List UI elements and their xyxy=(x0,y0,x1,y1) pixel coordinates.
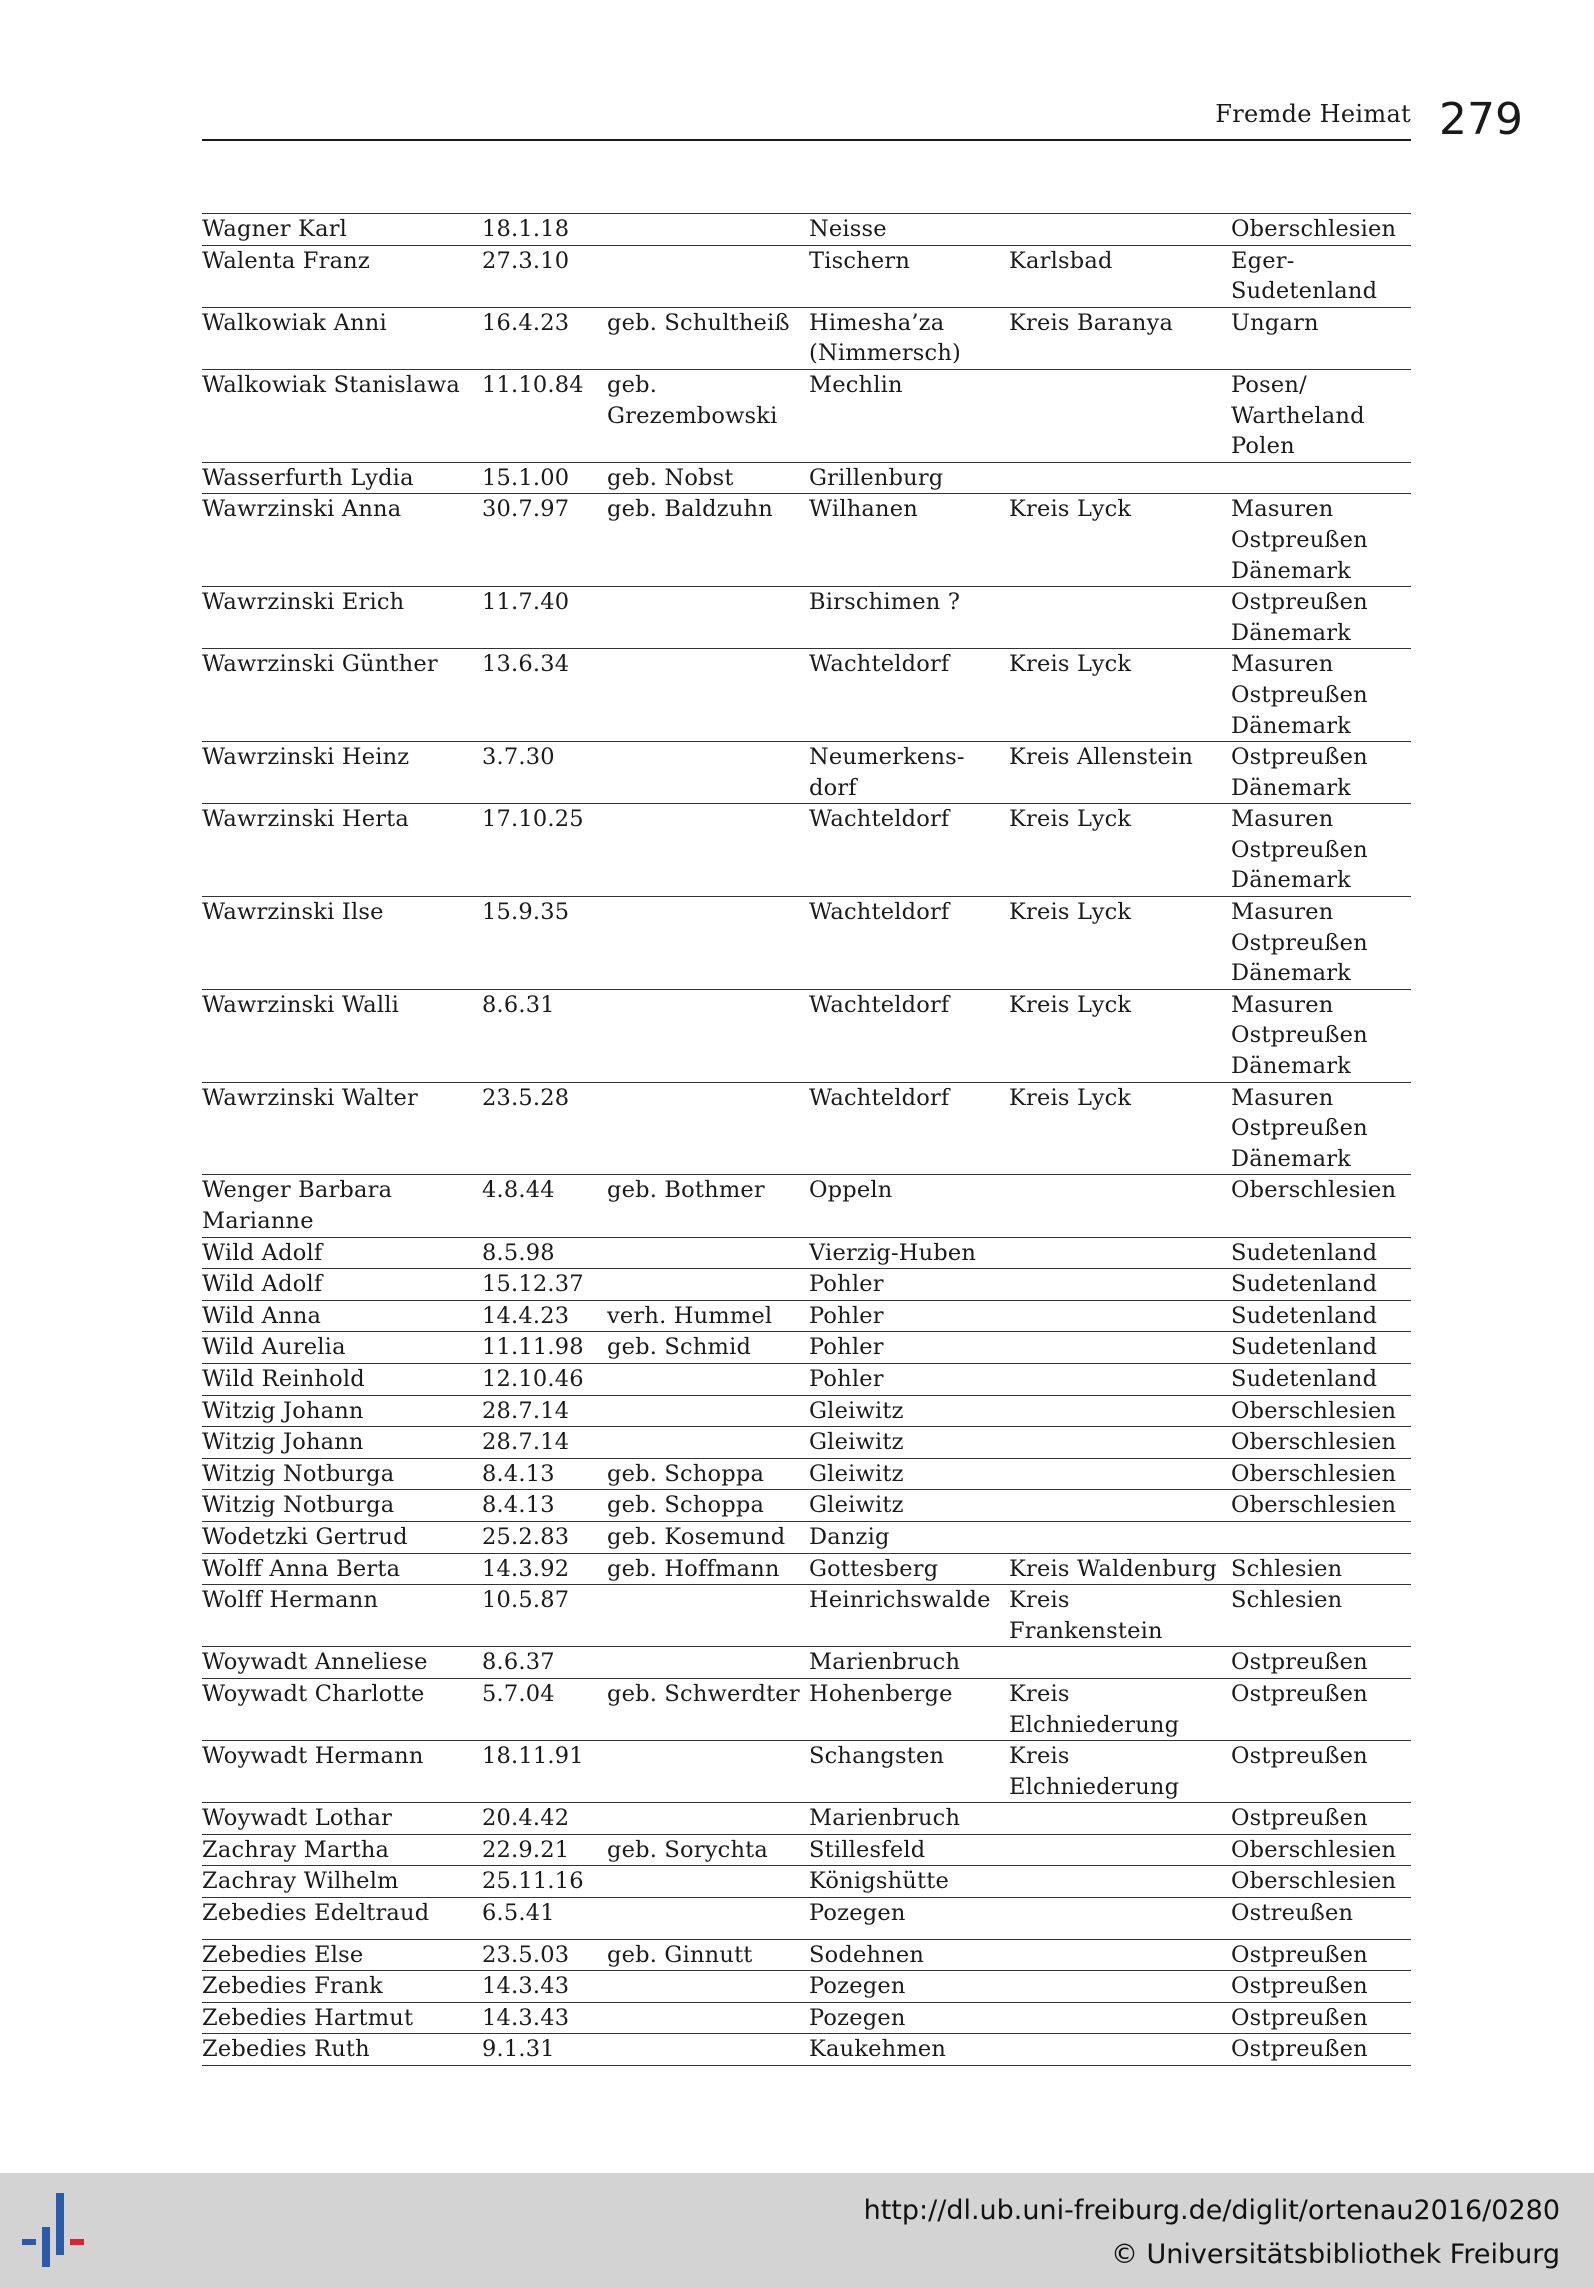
birth-place-cell: Danzig xyxy=(809,1523,890,1550)
table-row xyxy=(202,369,1411,462)
birth-date-cell: 20.4.42 xyxy=(482,1805,570,1832)
region-cell: Oberschlesien xyxy=(1231,1492,1397,1519)
birth-place-cell: Vierzig-Huben xyxy=(809,1239,977,1266)
running-title: Fremde Heimat xyxy=(1215,100,1411,128)
birth-place-cell: Tischern xyxy=(809,247,911,274)
birth-date-cell: 13.6.34 xyxy=(482,651,570,678)
birth-date-cell: 18.11.91 xyxy=(482,1743,584,1770)
birth-date-cell: 14.3.43 xyxy=(482,1973,570,2000)
district-cell: Kreis Lyck xyxy=(1009,899,1132,926)
birth-place-cell: Pohler xyxy=(809,1365,884,1392)
person-name-cell: Wolff Hermann xyxy=(202,1587,379,1614)
district-cell: Kreis Baranya xyxy=(1009,309,1174,336)
person-name-cell: Wodetzki Gertrud xyxy=(202,1523,408,1550)
maiden-name-cell: geb. Sorychta xyxy=(607,1836,769,1863)
region-cell: Masuren Ostpreußen Dänemark xyxy=(1231,806,1368,894)
birth-date-cell: 23.5.03 xyxy=(482,1941,570,1968)
birth-date-cell: 3.7.30 xyxy=(482,744,555,771)
maiden-name-cell: geb. Ginnutt xyxy=(607,1941,753,1968)
region-cell: Ostreußen xyxy=(1231,1900,1354,1927)
maiden-name-cell xyxy=(607,2003,809,2034)
table-row xyxy=(202,896,1411,989)
birth-place-cell: Gleiwitz xyxy=(809,1460,904,1487)
table-row xyxy=(202,1553,1411,1585)
birth-date-cell: 25.11.16 xyxy=(482,1868,584,1895)
region-cell: Ostpreußen xyxy=(1231,1680,1368,1707)
maiden-name-cell: geb. Grezembowski xyxy=(607,371,778,429)
region-cell: Oberschlesien xyxy=(1231,1868,1397,1895)
birth-date-cell: 27.3.10 xyxy=(482,247,570,274)
birth-place-cell: Wachteldorf xyxy=(809,1084,950,1111)
district-cell xyxy=(1009,463,1231,494)
birth-date-cell: 25.2.83 xyxy=(482,1523,570,1550)
maiden-name-cell xyxy=(607,990,809,1082)
birth-place-cell: Wachteldorf xyxy=(809,991,950,1018)
person-name-cell: Zachray Martha xyxy=(202,1836,390,1863)
table-row xyxy=(202,2002,1411,2034)
birth-date-cell: 11.10.84 xyxy=(482,371,584,398)
maiden-name-cell xyxy=(607,649,809,741)
region-cell: Oberschlesien xyxy=(1231,1397,1397,1424)
region-cell: Sudetenland xyxy=(1231,1271,1378,1298)
district-cell: Kreis Lyck xyxy=(1009,651,1132,678)
name-register-table xyxy=(202,213,1411,2066)
birth-date-cell: 12.10.46 xyxy=(482,1365,584,1392)
birth-place-cell: Pozegen xyxy=(809,1900,906,1927)
table-row xyxy=(202,1300,1411,1332)
birth-place-cell: Birschimen ? xyxy=(809,589,961,616)
maiden-name-cell xyxy=(607,1585,809,1646)
maiden-name-cell xyxy=(607,1427,809,1458)
person-name-cell: Zebedies Ruth xyxy=(202,2036,370,2063)
table-row xyxy=(202,1268,1411,1300)
district-cell xyxy=(1009,1803,1231,1834)
region-cell: Schlesien xyxy=(1231,1587,1343,1614)
person-name-cell: Zebedies Frank xyxy=(202,1973,383,2000)
table-row xyxy=(202,741,1411,803)
district-cell xyxy=(1009,1364,1231,1395)
maiden-name-cell: geb. Schoppa xyxy=(607,1460,765,1487)
table-row xyxy=(202,1678,1411,1740)
table-row xyxy=(202,1174,1411,1236)
person-name-cell: Witzig Notburga xyxy=(202,1492,395,1519)
table-row xyxy=(202,648,1411,741)
person-name-cell: Wawrzinski Anna xyxy=(202,496,402,523)
region-cell: Sudetenland xyxy=(1231,1365,1378,1392)
person-name-cell: Witzig Notburga xyxy=(202,1460,395,1487)
maiden-name-cell xyxy=(607,2034,809,2065)
birth-place-cell: Heinrichswalde xyxy=(809,1587,991,1614)
birth-place-cell: Pohler xyxy=(809,1271,884,1298)
district-cell: Kreis Elchniederung xyxy=(1009,1680,1180,1738)
district-cell xyxy=(1009,1898,1231,1929)
district-cell xyxy=(1009,1396,1231,1427)
table-row xyxy=(202,1426,1411,1458)
maiden-name-cell xyxy=(607,742,809,803)
district-cell xyxy=(1009,1459,1231,1490)
birth-place-cell: Marienbruch xyxy=(809,1649,961,1676)
maiden-name-cell xyxy=(607,1269,809,1300)
birth-date-cell: 8.4.13 xyxy=(482,1460,555,1487)
person-name-cell: Wild Anna xyxy=(202,1302,322,1329)
district-cell xyxy=(1009,370,1231,462)
region-cell: Ostpreußen Dänemark xyxy=(1231,744,1368,801)
birth-date-cell: 15.1.00 xyxy=(482,464,570,491)
region-cell: Schlesien xyxy=(1231,1555,1343,1582)
district-cell xyxy=(1009,1175,1231,1236)
person-name-cell: Wagner Karl xyxy=(202,216,348,242)
table-row xyxy=(202,493,1411,586)
birth-place-cell: Kaukehmen xyxy=(809,2036,947,2063)
table-row xyxy=(202,1865,1411,1897)
district-cell xyxy=(1009,1490,1231,1521)
region-cell: Masuren Ostpreußen Dänemark xyxy=(1231,496,1368,584)
birth-date-cell: 11.7.40 xyxy=(482,589,570,616)
birth-date-cell: 14.4.23 xyxy=(482,1302,570,1329)
birth-place-cell: Schangsten xyxy=(809,1743,945,1770)
table-row xyxy=(202,1802,1411,1834)
maiden-name-cell xyxy=(607,1364,809,1395)
person-name-cell: Wawrzinski Walter xyxy=(202,1084,418,1111)
birth-date-cell: 5.7.04 xyxy=(482,1680,555,1707)
table-row xyxy=(202,245,1411,307)
birth-place-cell: Grillenburg xyxy=(809,464,944,491)
maiden-name-cell xyxy=(607,1803,809,1834)
maiden-name-cell: geb. Bothmer xyxy=(607,1177,765,1204)
birth-place-cell: Pohler xyxy=(809,1302,884,1329)
birth-date-cell: 14.3.92 xyxy=(482,1555,570,1582)
person-name-cell: Wild Reinhold xyxy=(202,1365,365,1392)
maiden-name-cell xyxy=(607,1971,809,2002)
person-name-cell: Walenta Franz xyxy=(202,247,370,274)
district-cell xyxy=(1009,1647,1231,1678)
page-header xyxy=(202,94,1523,145)
birth-date-cell: 8.6.37 xyxy=(482,1649,555,1676)
district-cell xyxy=(1009,1238,1231,1269)
table-row xyxy=(202,803,1411,896)
person-name-cell: Zebedies Edeltraud xyxy=(202,1900,430,1927)
person-name-cell: Wawrzinski Günther xyxy=(202,651,438,678)
region-cell: Sudetenland xyxy=(1231,1302,1378,1329)
region-cell: Ostpreußen Dänemark xyxy=(1231,589,1368,646)
birth-date-cell: 10.5.87 xyxy=(482,1587,570,1614)
birth-place-cell: Gleiwitz xyxy=(809,1397,904,1424)
birth-date-cell: 6.5.41 xyxy=(482,1900,555,1927)
maiden-name-cell xyxy=(607,1238,809,1269)
birth-place-cell: Stillesfeld xyxy=(809,1836,926,1863)
table-row xyxy=(202,1331,1411,1363)
region-cell: Ostpreußen xyxy=(1231,1805,1368,1832)
person-name-cell: Woywadt Charlotte xyxy=(202,1680,425,1707)
maiden-name-cell xyxy=(607,1396,809,1427)
maiden-name-cell xyxy=(607,1866,809,1897)
region-cell: Posen/ Wartheland Polen xyxy=(1231,371,1365,460)
region-cell: Masuren Ostpreußen Dänemark xyxy=(1231,991,1368,1080)
person-name-cell: Wild Adolf xyxy=(202,1239,323,1266)
maiden-name-cell: verh. Hummel xyxy=(607,1302,773,1329)
table-row xyxy=(202,989,1411,1082)
footer-bar xyxy=(0,2173,1594,2287)
birth-place-cell: Wachteldorf xyxy=(809,806,950,833)
person-name-cell: Witzig Johann xyxy=(202,1397,364,1424)
birth-date-cell: 28.7.14 xyxy=(482,1397,570,1424)
birth-date-cell: 8.5.98 xyxy=(482,1239,555,1266)
district-cell xyxy=(1009,1269,1231,1300)
district-cell xyxy=(1009,1835,1231,1866)
table-row xyxy=(202,1939,1411,1971)
district-cell xyxy=(1009,587,1231,648)
district-cell: Kreis Lyck xyxy=(1009,806,1132,833)
maiden-name-cell xyxy=(607,1741,809,1802)
birth-place-cell: Hohenberge xyxy=(809,1680,953,1707)
person-name-cell: Zebedies Hartmut xyxy=(202,2004,414,2031)
region-cell: Eger- Sudetenland xyxy=(1231,247,1378,305)
person-name-cell: Wild Adolf xyxy=(202,1271,323,1298)
person-name-cell: Wawrzinski Herta xyxy=(202,806,410,833)
region-cell: Masuren Ostpreußen Dänemark xyxy=(1231,1084,1368,1172)
maiden-name-cell: geb. Nobst xyxy=(607,464,734,491)
birth-place-cell: Wachteldorf xyxy=(809,651,950,678)
region-cell xyxy=(1231,1522,1411,1553)
table-row xyxy=(202,2033,1411,2066)
birth-date-cell: 15.12.37 xyxy=(482,1271,584,1298)
district-cell: Kreis Lyck xyxy=(1009,496,1132,523)
person-name-cell: Wasserfurth Lydia xyxy=(202,464,414,491)
maiden-name-cell xyxy=(607,214,809,245)
birth-place-cell: Pozegen xyxy=(809,1973,906,2000)
birth-place-cell: Pohler xyxy=(809,1334,884,1361)
table-row xyxy=(202,1395,1411,1427)
district-cell: Kreis Elchniederung xyxy=(1009,1743,1180,1800)
table-row xyxy=(202,1458,1411,1490)
person-name-cell: Walkowiak Stanislawa xyxy=(202,371,461,398)
region-cell: Oberschlesien xyxy=(1231,1836,1397,1863)
source-url-link[interactable]: http://dl.ub.uni-freiburg.de/diglit/ortenau2016/0280 xyxy=(863,2195,1560,2226)
maiden-name-cell xyxy=(607,1898,809,1929)
table-row xyxy=(202,1363,1411,1395)
person-name-cell: Wild Aurelia xyxy=(202,1334,346,1361)
region-cell: Ostpreußen xyxy=(1231,1941,1368,1968)
birth-date-cell: 28.7.14 xyxy=(482,1429,570,1456)
region-cell: Oberschlesien xyxy=(1231,216,1397,242)
maiden-name-cell: geb. Schultheiß xyxy=(607,309,790,336)
district-cell xyxy=(1009,1427,1231,1458)
table-row xyxy=(202,1646,1411,1678)
table-row xyxy=(202,1834,1411,1866)
maiden-name-cell: geb. Kosemund xyxy=(607,1523,786,1550)
region-cell: Ungarn xyxy=(1231,309,1319,336)
maiden-name-cell xyxy=(607,897,809,989)
source-url[interactable] xyxy=(864,2195,1560,2226)
region-cell: Oberschlesien xyxy=(1231,1177,1397,1204)
maiden-name-cell: geb. Schmid xyxy=(607,1334,752,1361)
table-row xyxy=(202,1970,1411,2002)
birth-place-cell: Neisse xyxy=(809,216,887,242)
birth-date-cell: 9.1.31 xyxy=(482,2036,555,2063)
birth-place-cell: Mechlin xyxy=(809,371,903,398)
district-cell xyxy=(1009,1940,1231,1971)
district-cell xyxy=(1009,1971,1231,2002)
birth-date-cell: 23.5.28 xyxy=(482,1084,570,1111)
person-name-cell: Witzig Johann xyxy=(202,1429,364,1456)
district-cell xyxy=(1009,2034,1231,2065)
person-name-cell: Wawrzinski Heinz xyxy=(202,744,410,771)
table-row xyxy=(202,1740,1411,1802)
birth-date-cell: 15.9.35 xyxy=(482,899,570,926)
birth-date-cell: 16.4.23 xyxy=(482,309,570,336)
table-row xyxy=(202,1897,1411,1929)
birth-date-cell: 14.3.43 xyxy=(482,2004,570,2031)
birth-date-cell: 11.11.98 xyxy=(482,1334,584,1361)
person-name-cell: Wawrzinski Ilse xyxy=(202,899,384,926)
region-cell: Ostpreußen xyxy=(1231,1649,1368,1676)
maiden-name-cell xyxy=(607,1083,809,1175)
region-cell: Ostpreußen xyxy=(1231,1743,1368,1770)
birth-place-cell: Wilhanen xyxy=(809,496,918,523)
table-row xyxy=(202,1584,1411,1646)
person-name-cell: Zebedies Else xyxy=(202,1941,364,1968)
person-name-cell: Wolff Anna Berta xyxy=(202,1555,401,1582)
person-name-cell: Woywadt Lothar xyxy=(202,1805,393,1832)
region-cell: Sudetenland xyxy=(1231,1239,1378,1266)
birth-date-cell: 8.6.31 xyxy=(482,991,555,1018)
birth-place-cell: Wachteldorf xyxy=(809,899,950,926)
maiden-name-cell xyxy=(607,804,809,896)
district-cell xyxy=(1009,214,1231,245)
maiden-name-cell: geb. Schoppa xyxy=(607,1492,765,1519)
district-cell xyxy=(1009,1332,1231,1363)
birth-date-cell: 17.10.25 xyxy=(482,806,584,833)
region-cell: Ostpreußen xyxy=(1231,2036,1368,2063)
birth-date-cell: 30.7.97 xyxy=(482,496,570,523)
district-cell: Kreis Waldenburg xyxy=(1009,1555,1218,1582)
region-cell: Sudetenland xyxy=(1231,1334,1378,1361)
person-name-cell: Woywadt Anneliese xyxy=(202,1649,428,1676)
birth-place-cell: Sodehnen xyxy=(809,1941,925,1968)
person-name-cell: Walkowiak Anni xyxy=(202,309,387,336)
table-row xyxy=(202,1082,1411,1175)
district-cell: Karlsbad xyxy=(1009,247,1113,274)
region-cell xyxy=(1231,463,1411,494)
district-cell xyxy=(1009,1522,1231,1553)
ub-freiburg-logo-icon xyxy=(18,2191,98,2271)
region-cell: Masuren Ostpreußen Dänemark xyxy=(1231,651,1368,739)
table-row xyxy=(202,1489,1411,1521)
birth-date-cell: 4.8.44 xyxy=(482,1177,555,1204)
district-cell: Kreis Allenstein xyxy=(1009,744,1194,771)
birth-place-cell: Oppeln xyxy=(809,1177,893,1204)
maiden-name-cell xyxy=(607,587,809,648)
maiden-name-cell: geb. Baldzuhn xyxy=(607,496,773,523)
maiden-name-cell xyxy=(607,1647,809,1678)
region-cell: Ostpreußen xyxy=(1231,1973,1368,2000)
birth-place-cell: Königshütte xyxy=(809,1868,949,1895)
table-row xyxy=(202,1521,1411,1553)
person-name-cell: Wawrzinski Walli xyxy=(202,991,400,1018)
maiden-name-cell: geb. Hoffmann xyxy=(607,1555,780,1582)
region-cell: Masuren Ostpreußen Dänemark xyxy=(1231,899,1368,987)
birth-date-cell: 18.1.18 xyxy=(482,216,570,242)
district-cell xyxy=(1009,1866,1231,1897)
district-cell xyxy=(1009,2003,1231,2034)
table-row xyxy=(202,462,1411,494)
birth-place-cell: Gleiwitz xyxy=(809,1429,904,1456)
birth-place-cell: Pozegen xyxy=(809,2004,906,2031)
maiden-name-cell xyxy=(607,246,809,307)
district-cell xyxy=(1009,1301,1231,1332)
table-row xyxy=(202,213,1411,245)
region-cell: Oberschlesien xyxy=(1231,1429,1397,1456)
header-rule xyxy=(202,139,1411,141)
birth-place-cell: Gottesberg xyxy=(809,1555,939,1582)
birth-date-cell: 22.9.21 xyxy=(482,1836,570,1863)
birth-place-cell: Himesha’za (Nimmersch) xyxy=(809,309,962,367)
table-row xyxy=(202,1237,1411,1269)
person-name-cell: Wawrzinski Erich xyxy=(202,589,405,616)
birth-date-cell: 8.4.13 xyxy=(482,1492,555,1519)
district-cell: Kreis Frankenstein xyxy=(1009,1587,1163,1644)
table-row xyxy=(202,307,1411,369)
person-name-cell: Woywadt Hermann xyxy=(202,1743,424,1770)
table-row xyxy=(202,586,1411,648)
region-cell: Ostpreußen xyxy=(1231,2004,1368,2031)
district-cell: Kreis Lyck xyxy=(1009,1084,1132,1111)
birth-place-cell: Neumerkens- dorf xyxy=(809,744,965,801)
birth-place-cell: Marienbruch xyxy=(809,1805,961,1832)
region-cell: Oberschlesien xyxy=(1231,1460,1397,1487)
birth-place-cell: Gleiwitz xyxy=(809,1492,904,1519)
copyright-notice: © Universitätsbibliothek Freiburg xyxy=(1110,2239,1560,2270)
maiden-name-cell: geb. Schwerdter xyxy=(607,1680,800,1707)
person-name-cell: Zachray Wilhelm xyxy=(202,1868,399,1895)
district-cell: Kreis Lyck xyxy=(1009,991,1132,1018)
page-number: 279 xyxy=(1439,94,1523,145)
person-name-cell: Wenger Barbara Marianne xyxy=(202,1177,393,1234)
